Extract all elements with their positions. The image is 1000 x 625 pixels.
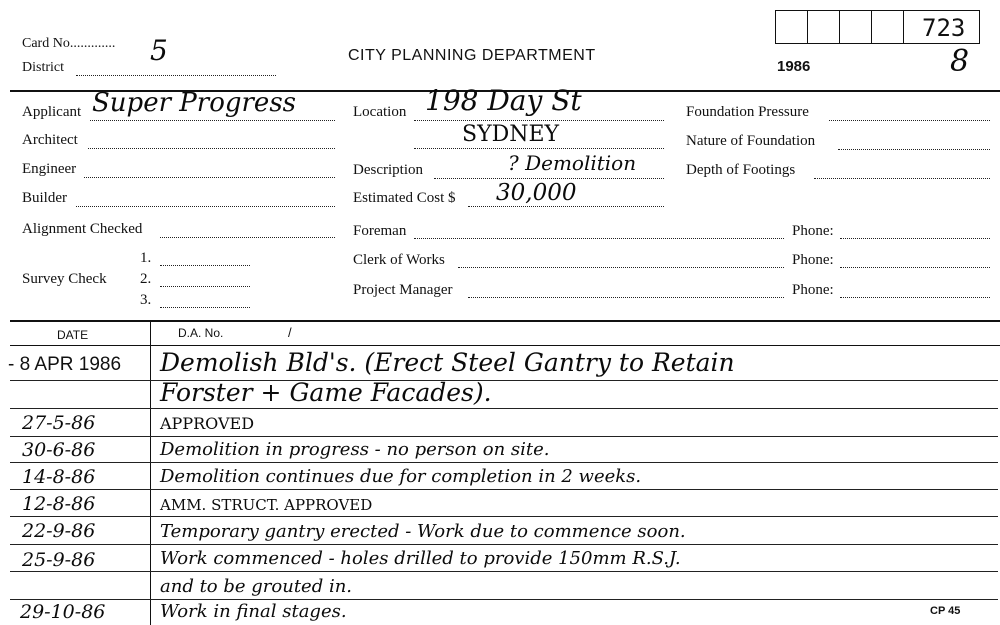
clerk-line (458, 267, 784, 268)
log-entry-text: Demolition continues due for completion in 2 weeks. (160, 466, 642, 487)
survey-check-label: Survey Check (22, 271, 107, 287)
clerk-phone-line (840, 267, 990, 268)
log-entry-text: Forster + Game Facades). (160, 378, 492, 407)
builder-line (76, 206, 335, 207)
foreman-phone-line (840, 238, 990, 239)
log-rule-4 (10, 462, 998, 463)
year-label: 1986 (777, 58, 811, 75)
location-line (414, 120, 664, 121)
description-label: Description (353, 162, 423, 178)
survey-item-3: 3. (140, 292, 152, 308)
nature-foundation-line (838, 149, 990, 150)
log-date: 25-9-86 (22, 549, 96, 571)
log-rule-3 (10, 436, 998, 437)
nature-of-foundation-label: Nature of Foundation (686, 133, 816, 149)
file-box-2 (807, 10, 840, 44)
location-label: Location (353, 104, 407, 120)
survey-line-2 (160, 286, 250, 287)
foreman-line (414, 238, 784, 239)
file-box-3 (839, 10, 872, 44)
log-rule-7 (10, 544, 998, 545)
architect-label: Architect (22, 132, 78, 148)
engineer-line (84, 177, 335, 178)
card-no-value: 5 (150, 34, 168, 67)
alignment-line (160, 237, 335, 238)
log-rule-2 (10, 408, 998, 409)
applicant-label: Applicant (22, 104, 82, 120)
file-number: 723 (922, 14, 966, 42)
file-box-4 (871, 10, 904, 44)
description-line (434, 178, 664, 179)
log-rule-9 (10, 599, 998, 600)
da-no-value: / (288, 325, 292, 340)
survey-line-3 (160, 307, 250, 308)
pm-phone-line (840, 297, 990, 298)
estimated-cost-label: Estimated Cost $ (353, 190, 456, 206)
log-entry-text: Demolish Bld's. (Erect Steel Gantry to Retain (160, 348, 735, 377)
log-entry-text: AMM. STRUCT. APPROVED (160, 496, 373, 514)
log-rule-6 (10, 516, 998, 517)
estimated-cost-line (468, 206, 664, 207)
log-date: 14-8-86 (22, 466, 96, 488)
location-line-2 (414, 148, 664, 149)
file-sub-number: 8 (950, 44, 970, 79)
log-entry-text: Demolition in progress - no person on site. (160, 439, 550, 460)
architect-line (88, 148, 335, 149)
pm-line (468, 297, 784, 298)
district-line (76, 75, 276, 76)
location-city: SYDNEY (462, 122, 560, 147)
department-title: CITY PLANNING DEPARTMENT (348, 47, 596, 64)
estimated-cost-value: 30,000 (496, 180, 577, 206)
log-date: - 8 APR 1986 (8, 354, 122, 375)
builder-label: Builder (22, 190, 67, 206)
clerk-of-works-label: Clerk of Works (353, 252, 445, 268)
pm-phone-label: Phone: (792, 282, 834, 298)
date-column-header: DATE (57, 328, 89, 342)
log-top-border (10, 320, 1000, 322)
survey-item-1: 1. (140, 250, 152, 266)
log-entry-text: APPROVED (160, 414, 255, 433)
log-rule-8 (10, 571, 998, 572)
alignment-checked-label: Alignment Checked (22, 221, 143, 237)
log-header-divider (10, 345, 1000, 346)
da-no-header: D.A. No. (178, 326, 224, 340)
survey-item-2: 2. (140, 271, 152, 287)
log-date: 22-9-86 (22, 520, 96, 542)
depth-footings-line (814, 178, 990, 179)
log-date: 12-8-86 (22, 493, 96, 515)
foreman-label: Foreman (353, 223, 407, 239)
foreman-phone-label: Phone: (792, 223, 834, 239)
foundation-pressure-label: Foundation Pressure (686, 104, 809, 120)
log-date: 29-10-86 (20, 601, 106, 623)
location-value: 198 Day St (425, 84, 582, 117)
log-rule-1 (10, 380, 998, 381)
form-code: CP 45 (930, 605, 961, 617)
card-no-label: Card No............. (22, 36, 116, 51)
survey-line-1 (160, 265, 250, 266)
log-date: 30-6-86 (22, 439, 96, 461)
depth-of-footings-label: Depth of Footings (686, 162, 796, 178)
log-date: 27-5-86 (22, 412, 96, 434)
log-entry-text: Work in final stages. (160, 601, 347, 622)
log-entry-text: Work commenced - holes drilled to provide 150mm R.S.J. (160, 548, 681, 569)
project-manager-label: Project Manager (353, 282, 453, 298)
log-entry-text: and to be grouted in. (160, 576, 353, 597)
log-column-divider (150, 320, 151, 625)
foundation-pressure-line (829, 120, 990, 121)
applicant-value: Super Progress (92, 88, 297, 118)
log-entry-text: Temporary gantry erected - Work due to commence soon. (160, 521, 686, 542)
clerk-phone-label: Phone: (792, 252, 834, 268)
description-value: ? Demolition (508, 151, 637, 175)
engineer-label: Engineer (22, 161, 77, 177)
log-rule-5 (10, 489, 998, 490)
file-box-1 (775, 10, 808, 44)
applicant-line (90, 120, 335, 121)
district-label: District (22, 60, 64, 75)
